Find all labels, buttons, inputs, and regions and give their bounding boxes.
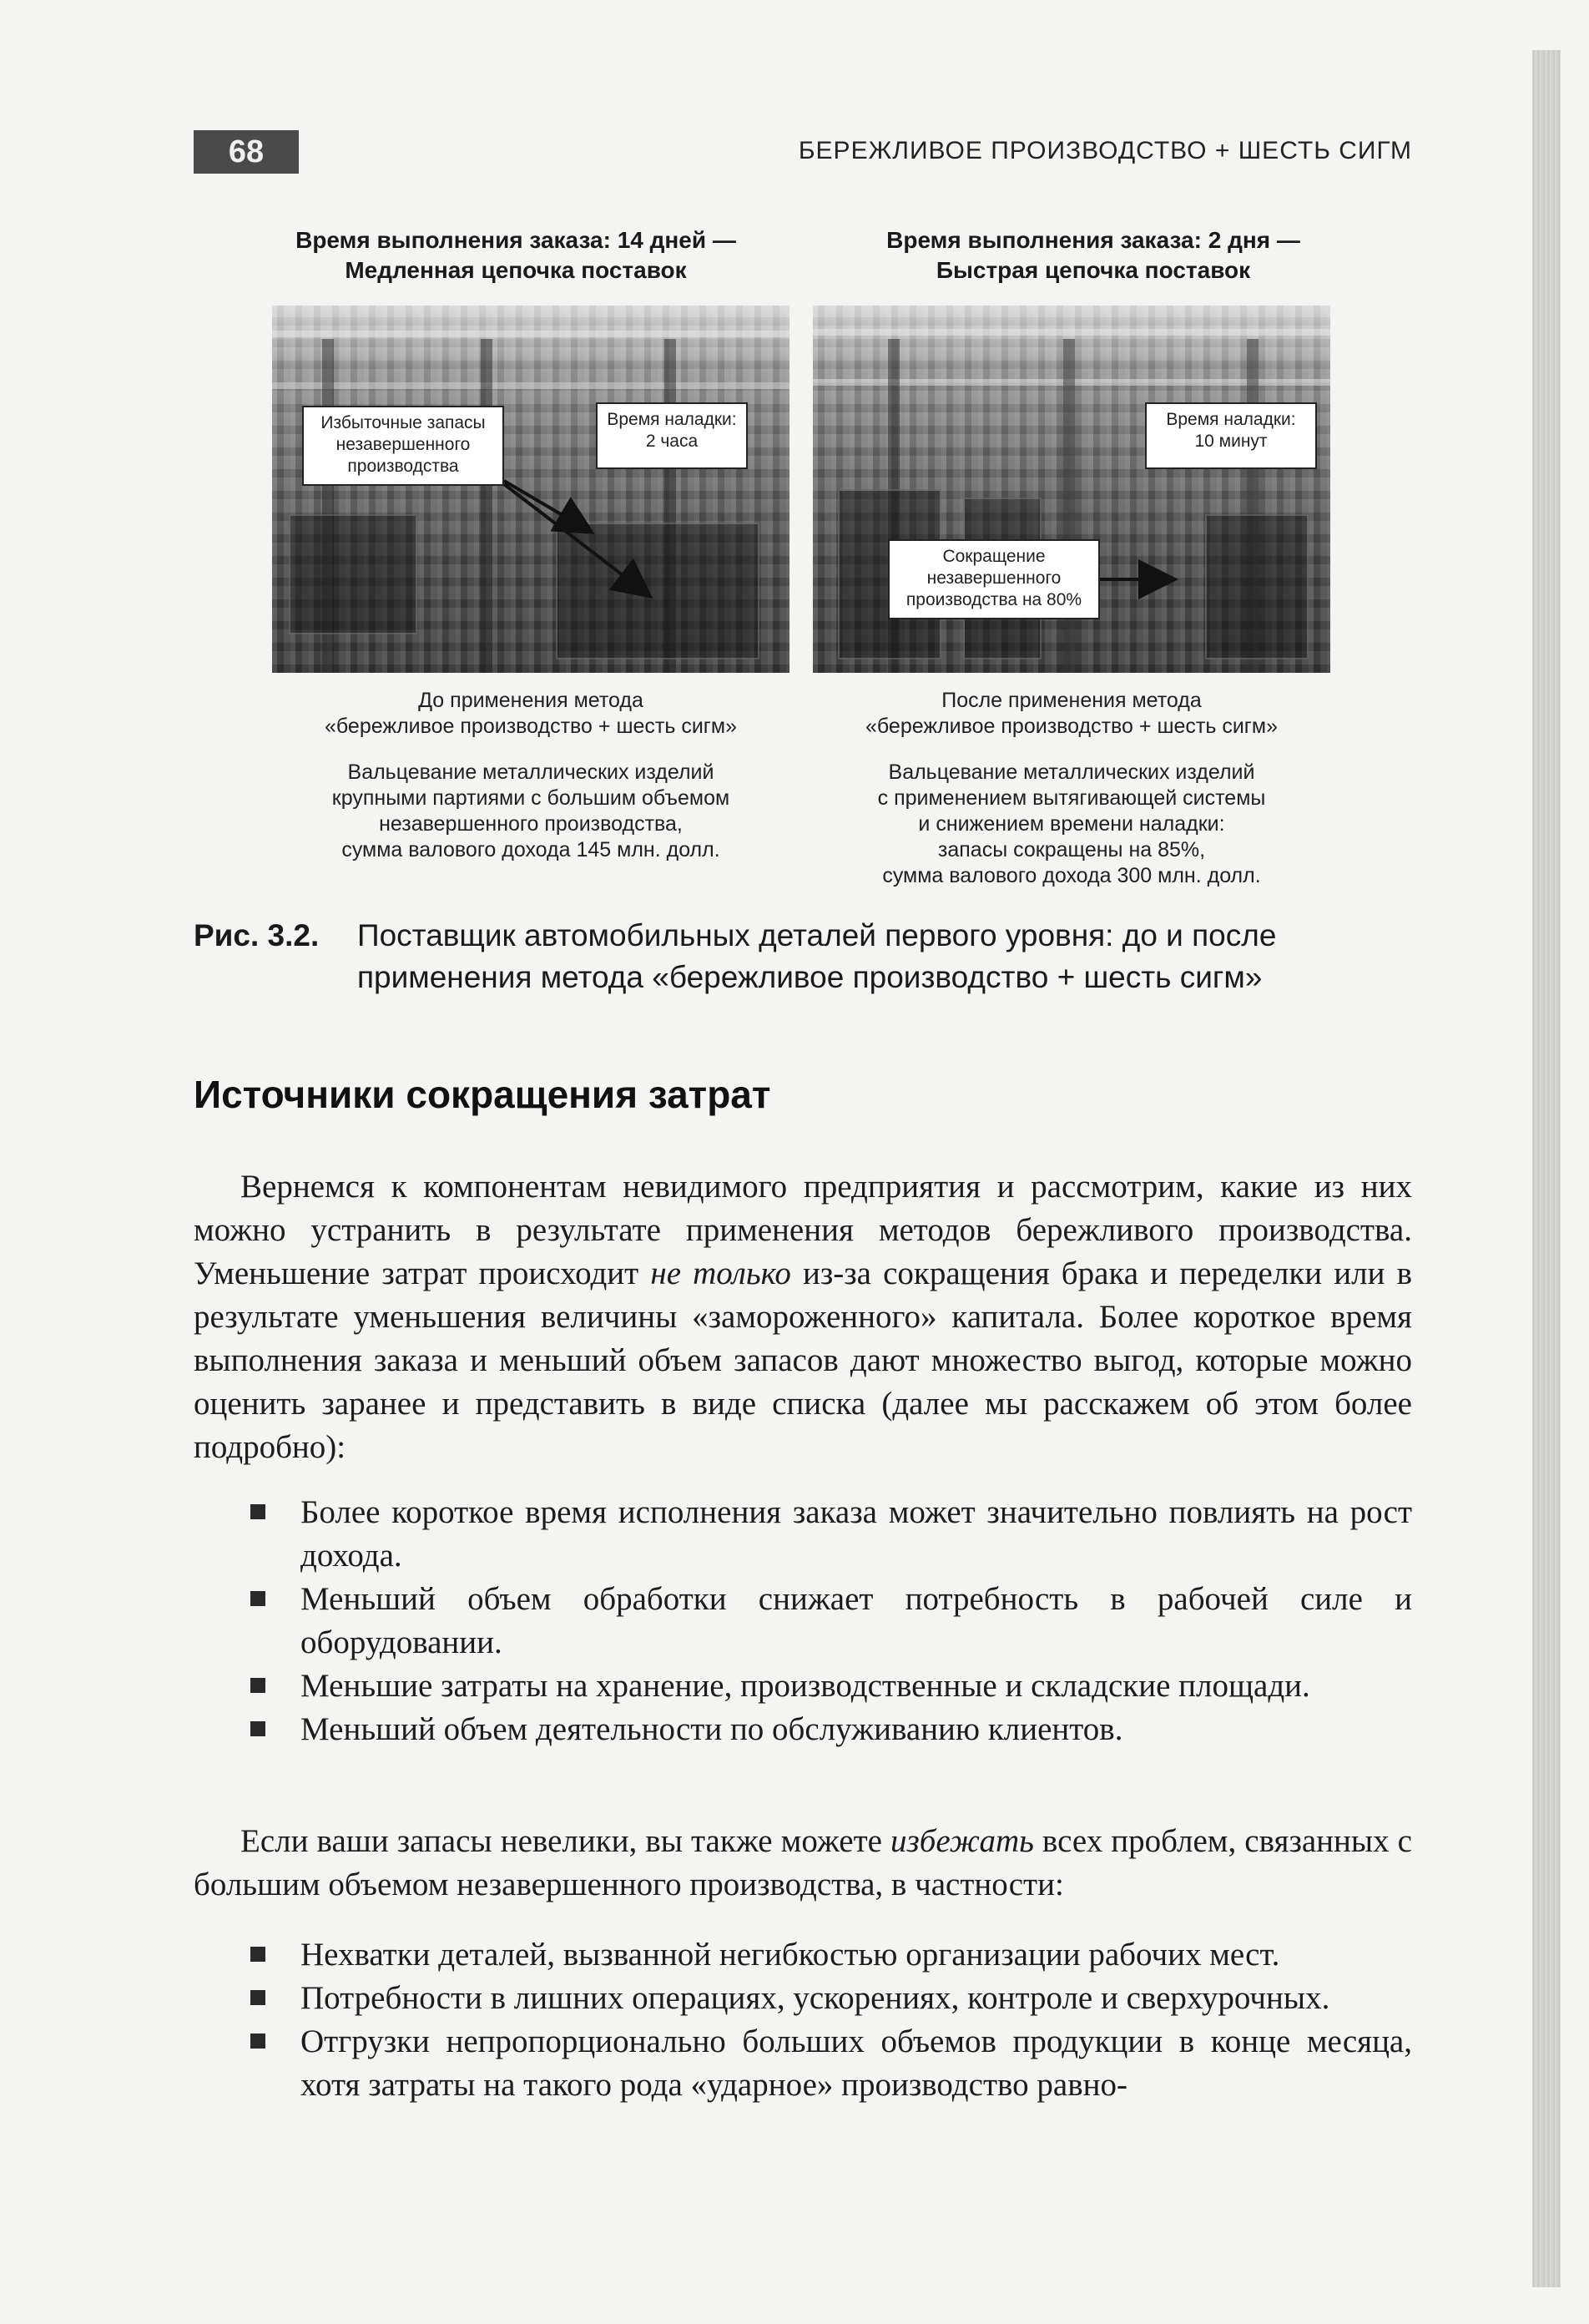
list-item xyxy=(194,1977,1412,2020)
callout-arrows xyxy=(813,306,1330,673)
right-caption-after xyxy=(796,688,1347,740)
callout-line: 10 минут xyxy=(1194,432,1268,451)
square-bullet-icon xyxy=(250,1990,265,2005)
list-item xyxy=(194,1491,1412,1578)
list-item-text: Меньший объем деятельности по обслуживанию клиентов. xyxy=(300,1711,1123,1747)
callout-line: производства на 80% xyxy=(905,590,1082,609)
square-bullet-icon xyxy=(250,1721,265,1736)
paragraph-text: всех проблем, связанных с большим объемом незавершенного производства, в частности: xyxy=(194,1823,1412,1902)
square-bullet-icon xyxy=(250,1947,265,1962)
caption-line: сумма валового дохода 145 млн. долл. xyxy=(341,838,720,861)
left-panel-title xyxy=(240,225,791,285)
left-factory-photo xyxy=(272,306,789,673)
caption-line: Вальцевание металлических изделий xyxy=(347,760,714,784)
square-bullet-icon xyxy=(250,1591,265,1606)
caption-line: крупными партиями с большим объемом xyxy=(331,786,730,810)
paragraph-2 xyxy=(194,1820,1412,1907)
square-bullet-icon xyxy=(250,1504,265,1519)
caption-line: незавершенного производства, xyxy=(379,812,683,836)
left-caption-before xyxy=(255,688,806,740)
page-header xyxy=(194,130,1412,177)
section-heading: Источники сокращения затрат xyxy=(194,1073,771,1116)
problems-list xyxy=(194,1933,1412,2107)
figure-label: Рис. 3.2. xyxy=(194,918,320,952)
list-item-text: Меньший объем обработки снижает потребность в рабочей силе и оборудовании. xyxy=(300,1581,1412,1660)
callout-line: Время наладки: xyxy=(607,410,737,429)
caption-line: запасы сокращены на 85%, xyxy=(937,838,1206,861)
left-panel-title-line2: Медленная цепочка поставок xyxy=(345,257,687,283)
caption-line: «бережливое производство + шесть сигм» xyxy=(324,715,738,738)
caption-line: и снижением времени наладки: xyxy=(918,812,1225,836)
left-caption-details xyxy=(255,760,806,863)
callout-arrows xyxy=(272,306,789,673)
arrow-to-wip-2 xyxy=(504,484,648,594)
arrow-to-wip-1 xyxy=(504,481,589,531)
page-number: 68 xyxy=(194,130,299,174)
right-panel-title-line2: Быстрая цепочка поставок xyxy=(936,257,1251,283)
square-bullet-icon xyxy=(250,2034,265,2049)
callout-line: 2 часа xyxy=(645,432,699,451)
paragraph-text: Если ваши запасы невелики, вы также можете xyxy=(240,1823,891,1859)
figure-caption xyxy=(194,915,1412,994)
list-item xyxy=(194,1933,1412,1977)
list-item xyxy=(194,1665,1412,1708)
left-panel-title-line1: Время выполнения заказа: 14 дней — xyxy=(295,227,736,253)
callout-line: Сокращение xyxy=(942,547,1046,566)
caption-line: Вальцевание металлических изделий xyxy=(888,760,1255,784)
running-head: БЕРЕЖЛИВОЕ ПРОИЗВОДСТВО + ШЕСТЬ СИГМ xyxy=(798,137,1412,164)
figure-caption-text: Поставщик автомобильных деталей первого уровня: до и после применения метода «бережливое производство + шесть сигм» xyxy=(357,918,1277,994)
paragraph-1 xyxy=(194,1165,1412,1469)
list-item xyxy=(194,2020,1412,2107)
paragraph-emphasis: избежать xyxy=(890,1823,1034,1859)
list-item-text: Более короткое время исполнения заказа может значительно повлиять на рост дохода. xyxy=(300,1494,1412,1574)
list-item-text: Нехватки деталей, вызванной негибкостью организации рабочих мест. xyxy=(300,1937,1280,1973)
square-bullet-icon xyxy=(250,1678,265,1693)
list-item-text: Потребности в лишних операциях, ускорениях, контроле и сверхурочных. xyxy=(300,1980,1330,2016)
caption-line: сумма валового дохода 300 млн. долл. xyxy=(882,864,1261,887)
caption-line: До применения метода xyxy=(418,689,643,712)
caption-line: с применением вытягивающей системы xyxy=(877,786,1266,810)
list-item xyxy=(194,1578,1412,1665)
callout-line: Избыточные запасы xyxy=(320,413,486,432)
right-panel-title xyxy=(818,225,1369,285)
benefits-list xyxy=(194,1491,1412,1751)
paragraph-text: Вернемся к компонентам невидимого предприятия и рассмотрим, какие из них можно устранить в результате применения методов бережливого производства. Уменьшение затрат происходит xyxy=(194,1169,1412,1291)
caption-line: После применения метода xyxy=(941,689,1202,712)
callout-line: Время наладки: xyxy=(1166,410,1296,429)
callout-line: незавершенного xyxy=(926,568,1062,588)
callout-line: незавершенного xyxy=(335,435,471,454)
book-binding-edge xyxy=(1532,50,1561,2287)
paragraph-emphasis: не только xyxy=(650,1255,791,1291)
right-panel-title-line1: Время выполнения заказа: 2 дня — xyxy=(886,227,1300,253)
right-caption-details xyxy=(796,760,1347,889)
list-item-text: Отгрузки непропорционально больших объемов продукции в конце месяца, хотя затраты на такого рода «ударное» производство равно- xyxy=(300,2023,1412,2103)
paragraph-text: из-за сокращения брака и переделки или в результате уменьшения величины «замороженного» капитала. Более короткое время выполнения заказа и меньший объем запасов дают множество выгод, которые можно оценить заранее и представить в виде списка (далее мы расскажем об этом более подробно): xyxy=(194,1255,1413,1465)
list-item xyxy=(194,1708,1412,1751)
caption-line: «бережливое производство + шесть сигм» xyxy=(865,715,1279,738)
callout-line: производства xyxy=(347,457,459,476)
right-factory-photo xyxy=(813,306,1330,673)
list-item-text: Меньшие затраты на хранение, производственные и складские площади. xyxy=(300,1668,1310,1704)
